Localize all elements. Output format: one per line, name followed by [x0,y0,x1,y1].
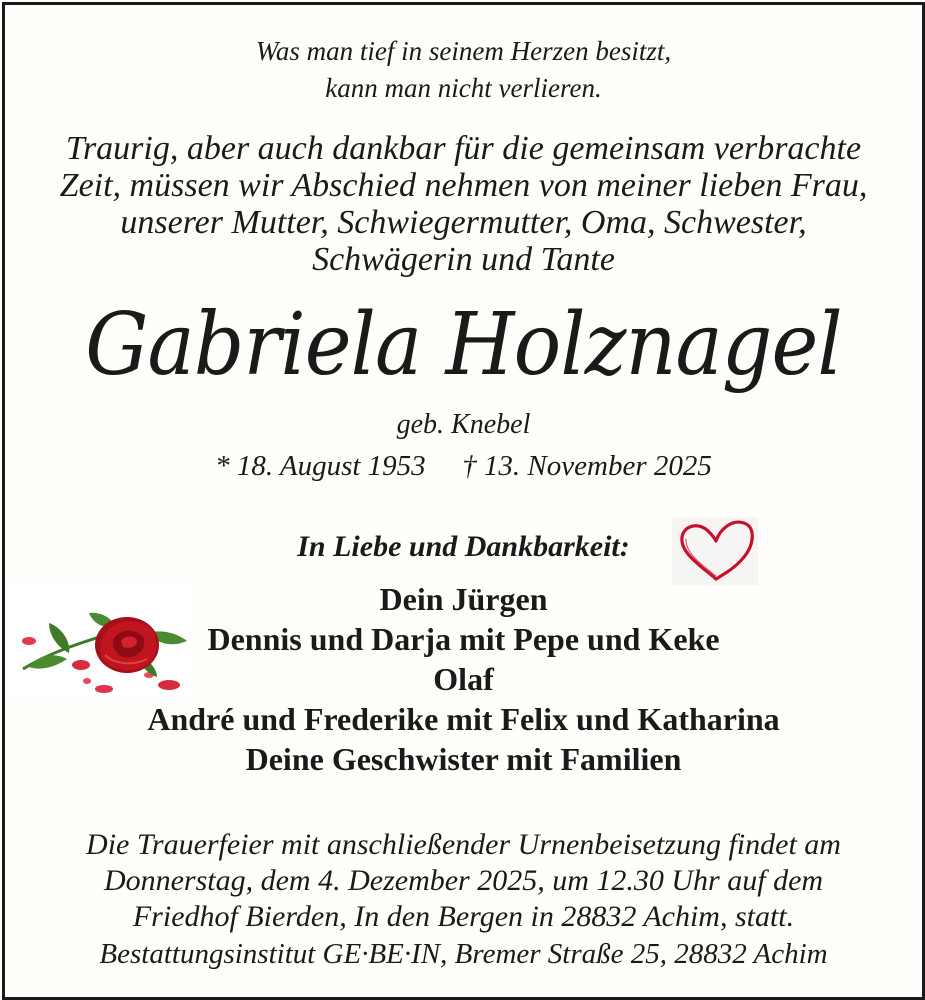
ceremony-line-1: Die Trauerfeier mit anschließender Urnenbeisetzung findet am [86,828,841,861]
motto-line-2: kann man nicht verlieren. [325,73,602,103]
ceremony-line-3: Friedhof Bierden, In den Bergen in 28832 Achim, statt. [132,900,795,933]
deceased-name: Gabriela Holznagel [85,295,842,395]
mourner-line-5: Deine Geschwister mit Familien [245,741,682,777]
obituary-frame [2,2,925,1000]
mourners-heading-text: In Liebe und Dankbarkeit: [297,530,630,563]
motto [5,33,922,107]
birth-date: * 18. August 1953 [215,450,426,482]
life-dates [5,447,922,485]
intro-line-1: Traurig, aber auch dankbar für die gemeinsam verbrachte [65,130,862,167]
funeral-home: Bestattungsinstitut GE·BE·IN, Bremer Straße 25, 28832 Achim [99,938,828,970]
intro-line-2: Zeit, müssen wir Abschied nehmen von meiner lieben Frau, [59,167,868,204]
intro-line-4: Schwägerin und Tante [312,241,615,278]
intro-line-3: unserer Mutter, Schwiegermutter, Oma, Schwester, [120,204,807,241]
mourner-line-3: Olaf [433,661,494,697]
mourners-heading [5,527,922,567]
mourner-line-2: Dennis und Darja mit Pepe und Keke [207,621,720,657]
death-date: † 13. November 2025 [462,450,712,482]
ceremony-line-2: Donnerstag, dem 4. Dezember 2025, um 12.30 Uhr auf dem [103,864,824,897]
mourners-list [5,579,922,779]
mourner-line-1: Dein Jürgen [379,581,548,617]
intro-text [5,130,922,278]
mourner-line-4: André und Frederike mit Felix und Katharina [147,701,780,737]
motto-line-1: Was man tief in seinem Herzen besitzt, [255,36,672,66]
heart-icon [670,513,760,589]
ceremony-info [5,827,922,935]
birth-name: geb. Knebel [396,409,531,440]
